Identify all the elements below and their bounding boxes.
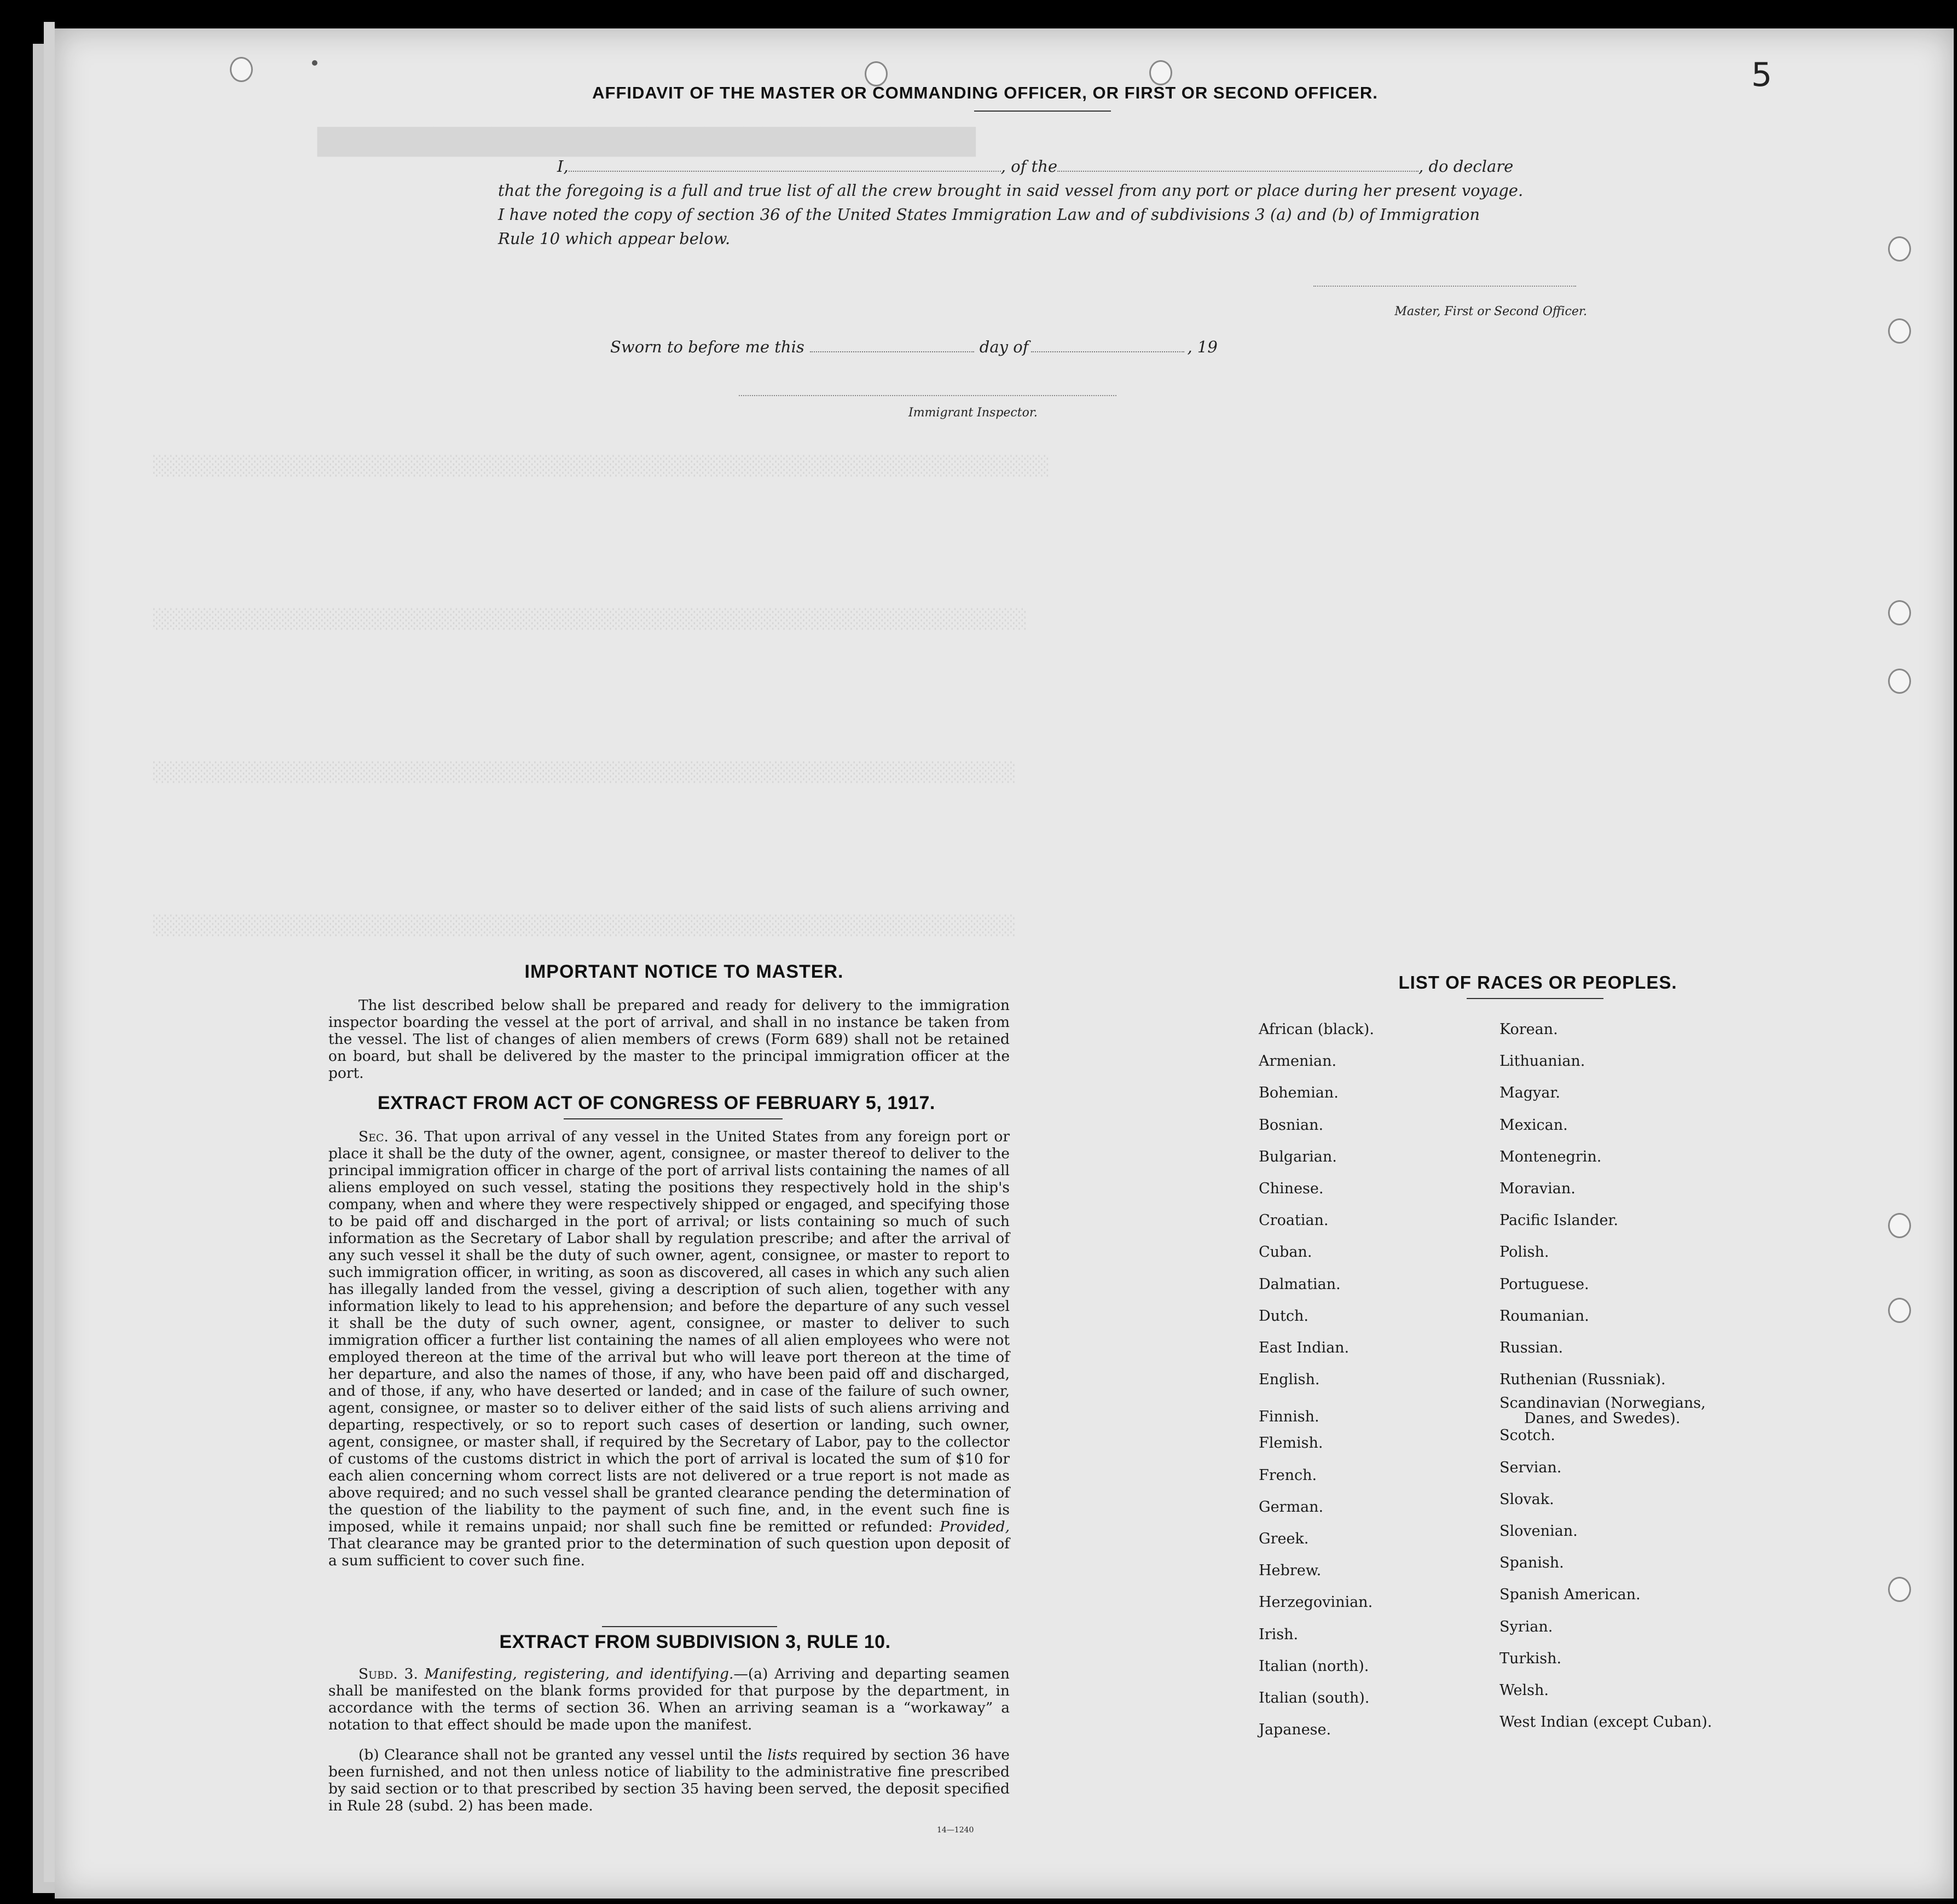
race-item bbox=[1499, 1396, 1712, 1427]
bleed-through-row: ██████████████████████████████████ bbox=[317, 127, 976, 156]
affidavit-of-the: , of the bbox=[1000, 157, 1058, 176]
ink-dot bbox=[312, 60, 317, 66]
race-item: Italian (north). bbox=[1259, 1657, 1369, 1675]
subd-part-a: —(a) Arriving and departing seamen shall be manifested on the blank forms provided for that purpose by the department, in accordance with the terms of section 36. When an arriving seaman is a “workaway” a notation to that effect should be made upon the manifest. bbox=[328, 1665, 1010, 1733]
race-item: Slovenian. bbox=[1499, 1523, 1578, 1540]
race-item: East Indian. bbox=[1259, 1339, 1350, 1356]
races-underline bbox=[1467, 998, 1603, 999]
punch-hole bbox=[1888, 1213, 1911, 1238]
race-item: Finnish. bbox=[1259, 1408, 1319, 1426]
races-title: LIST OF RACES OR PEOPLES. bbox=[1398, 972, 1677, 992]
name-blank bbox=[569, 170, 1001, 172]
race-item: Croatian. bbox=[1259, 1212, 1329, 1229]
race-item: Irish. bbox=[1259, 1626, 1299, 1643]
race-item: Greek. bbox=[1259, 1530, 1309, 1547]
race-item: Pacific Islander. bbox=[1499, 1212, 1618, 1229]
bleed-through-row: ░░░░░░░░░░░░░░░░░░░░░░░░░░░░░░░░░░░░░░░░░░░░░░░░░░░░░░░░░░░░░░░░░░░░░░░░░░░░░░░░ bbox=[153, 455, 1050, 477]
punch-hole bbox=[1888, 1298, 1911, 1323]
rule-extract-title: EXTRACT FROM SUBDIVISION 3, RULE 10. bbox=[499, 1632, 891, 1652]
part-b-start: (b) Clearance shall not be granted any vessel until the bbox=[358, 1746, 762, 1763]
race-item-continuation: Danes, and Swedes). bbox=[1524, 1410, 1681, 1427]
punch-hole bbox=[1888, 318, 1911, 344]
notice-title: IMPORTANT NOTICE TO MASTER. bbox=[524, 961, 844, 982]
subd-label: Subd. 3. bbox=[358, 1665, 418, 1682]
rule-extract-underline bbox=[602, 1626, 777, 1627]
punch-hole bbox=[1149, 60, 1172, 85]
affidavit-do-declare: , do declare bbox=[1418, 157, 1514, 176]
sworn-day-of: day of bbox=[979, 338, 1029, 356]
race-item: Flemish. bbox=[1259, 1435, 1323, 1452]
act-extract-underline bbox=[564, 1118, 783, 1119]
race-item: Portuguese. bbox=[1499, 1275, 1589, 1293]
race-item: Ruthenian (Russniak). bbox=[1499, 1371, 1666, 1389]
race-item: Montenegrin. bbox=[1499, 1148, 1602, 1165]
bleed-through-row: ░░░░░░░░░░░░░░░░░░░░░░░░░░░░░░░░░░░░░░░░░░░░░░░░░░░░░░░░░░░░░░░░░░░░░░░░░░░░░ bbox=[153, 762, 1016, 783]
provided-word: Provided, bbox=[940, 1518, 1010, 1535]
race-item: Bulgarian. bbox=[1259, 1148, 1337, 1165]
race-item: Spanish American. bbox=[1499, 1586, 1641, 1604]
inspector-caption: Immigrant Inspector. bbox=[908, 406, 1038, 420]
race-item: Russian. bbox=[1499, 1339, 1564, 1356]
race-item: Herzegovinian. bbox=[1259, 1594, 1373, 1611]
part-b-lists: lists bbox=[767, 1746, 797, 1763]
affidavit-i: I, bbox=[557, 157, 569, 176]
punch-hole bbox=[1888, 600, 1911, 625]
race-item: Cuban. bbox=[1259, 1244, 1312, 1261]
act-extract-title: EXTRACT FROM ACT OF CONGRESS OF FEBRUARY 5, 1917. bbox=[378, 1093, 935, 1113]
section-text: That upon arrival of any vessel in the United States from any foreign port or place it shall be the duty of the owner, agent, consignee, or master thereof to deliver to the principal immigration officer in charge of the port of arrival lists containing the names of all aliens employed on such vessel, stating the positions they respectively hold in the ship's company, when and where they were respectively shipped or engaged, and specifying those to be paid off and discharged in the port of arrival; or lists containing so much of such information as the Secretary of Labor shall by regulation prescribe; and after the arrival of any such vessel it shall be the duty of such owner, agent, consignee, or master to report to such immigration officer, in writing, as soon as discovered, all cases in which any such alien has illegally landed from the vessel, giving a description of such alien, together with any information likely to lead to his apprehension; and before the departure of any such vessel it shall be the duty of such owner, agent, consignee, or master to deliver to such immigration officer a further list containing the names of all alien employees who were not employed thereon at the time of the arrival but who will leave port thereon at the time of her departure, and also the names of those, if any, who have been paid off and discharged, and of those, if any, who have deserted or landed; and in case of the failure of such owner, agent, consignee, or master so to deliver either of the said lists of such aliens arriving and departing, respectively, or so to report such cases of desertion or landing, such owner, agent, consignee, or master shall, if required by the Secretary of Labor, pay to the collector of customs of the customs district in which the port of arrival is located the sum of $10 for each alien concerning whom correct lists are not delivered or a true report is not made as above required; and no such vessel shall be granted clearance pending the determination of the question of the liability to the payment of such fine, and, in the event such fine is imposed, while it remains unpaid; nor shall such fine be remitted or refunded: bbox=[328, 1128, 1010, 1535]
affidavit-line-4: Rule 10 which appear below. bbox=[498, 229, 731, 248]
subd-heading: Manifesting, registering, and identifying. bbox=[424, 1665, 734, 1682]
race-item: Roumanian. bbox=[1499, 1307, 1589, 1325]
race-item: French. bbox=[1259, 1466, 1317, 1484]
race-item: Mexican. bbox=[1499, 1116, 1568, 1134]
affidavit-line-2: that the foregoing is a full and true list of all the crew brought in said vessel from any port or place during her present voyage. bbox=[498, 181, 1524, 200]
punch-hole bbox=[230, 57, 253, 82]
section-label: Sec. 36. bbox=[358, 1128, 418, 1145]
race-item: Dalmatian. bbox=[1259, 1275, 1341, 1293]
rule-subdivision-a bbox=[328, 1665, 1010, 1733]
race-item: Dutch. bbox=[1259, 1307, 1308, 1325]
act-section-36 bbox=[328, 1128, 1010, 1569]
affidavit-declaration-line bbox=[498, 154, 1593, 178]
day-blank bbox=[810, 351, 974, 352]
race-item: African (black). bbox=[1259, 1021, 1374, 1038]
race-item: English. bbox=[1259, 1371, 1320, 1389]
signature-line bbox=[1313, 286, 1576, 287]
race-item: Servian. bbox=[1499, 1459, 1562, 1476]
race-item: Magyar. bbox=[1499, 1084, 1560, 1102]
race-item: Italian (south). bbox=[1259, 1689, 1370, 1706]
bleed-through-row: ░░░░░░░░░░░░░░░░░░░░░░░░░░░░░░░░░░░░░░░░░░░░░░░░░░░░░░░░░░░░░░░░░░░░░░░░░░░░░░ bbox=[153, 608, 1027, 630]
affidavit-line-3: I have noted the copy of section 36 of the United States Immigration Law and of subdivisions 3 (a) and (b) of Immigration bbox=[498, 205, 1480, 224]
race-item-line: Scandinavian (Norwegians, bbox=[1499, 1395, 1706, 1412]
race-item: Polish. bbox=[1499, 1244, 1549, 1261]
rule-subdivision-b bbox=[328, 1746, 1010, 1814]
race-item: Scotch. bbox=[1499, 1427, 1555, 1444]
notice-text: The list described below shall be prepared and ready for delivery to the immigration inspector boarding the vessel at the port of arrival, and shall in no instance be taken from the vessel. The list of changes of alien members of crews (Form 689) shall not be retained on board, but shall be delivered by the master to the principal immigration officer at the port. bbox=[328, 997, 1010, 1082]
race-item: Slovak. bbox=[1499, 1490, 1554, 1508]
form-number: 14—1240 bbox=[937, 1826, 974, 1835]
punch-hole bbox=[1888, 1577, 1911, 1602]
document-page bbox=[55, 28, 1954, 1899]
sworn-year: , 19 bbox=[1187, 338, 1218, 356]
race-item: West Indian (except Cuban). bbox=[1499, 1714, 1712, 1731]
sworn-line bbox=[610, 338, 1218, 356]
race-item: Chinese. bbox=[1259, 1180, 1324, 1197]
punch-hole bbox=[1888, 236, 1911, 262]
race-item: Bohemian. bbox=[1259, 1084, 1339, 1102]
race-item: Lithuanian. bbox=[1499, 1053, 1585, 1070]
affidavit-underline bbox=[974, 111, 1111, 112]
races-column-1 bbox=[1259, 1021, 1374, 1754]
signature-caption: Master, First or Second Officer. bbox=[1394, 305, 1587, 318]
race-item: Moravian. bbox=[1499, 1180, 1576, 1197]
inspector-signature-line bbox=[739, 395, 1116, 396]
page-number: 5 bbox=[1751, 56, 1773, 94]
part-b-end: required by section 36 have been furnished, and not then unless notice of liability to the administrative fine prescribed by said section or to that prescribed by section 35 having been served, the deposit specified in Rule 28 (subd. 2) has been made. bbox=[328, 1746, 1010, 1814]
race-item: Hebrew. bbox=[1259, 1562, 1322, 1580]
race-item: Bosnian. bbox=[1259, 1116, 1324, 1134]
month-blank bbox=[1031, 351, 1184, 352]
race-item: Welsh. bbox=[1499, 1681, 1549, 1699]
race-item: Turkish. bbox=[1499, 1650, 1562, 1667]
race-item: German. bbox=[1259, 1498, 1324, 1516]
section-text-end: That clearance may be granted prior to the determination of such question upon deposit of a sum sufficient to cover such fine. bbox=[328, 1535, 1010, 1569]
punch-hole bbox=[1888, 669, 1911, 694]
race-item: Korean. bbox=[1499, 1021, 1558, 1038]
page-edge-shadow-inner bbox=[44, 22, 55, 1882]
sworn-text: Sworn to before me this bbox=[610, 338, 804, 356]
vessel-blank bbox=[1057, 170, 1418, 172]
race-item: Armenian. bbox=[1259, 1053, 1337, 1070]
races-column-2 bbox=[1499, 1021, 1712, 1746]
race-item: Spanish. bbox=[1499, 1554, 1564, 1572]
affidavit-title: AFFIDAVIT OF THE MASTER OR COMMANDING OFFICER, OR FIRST OR SECOND OFFICER. bbox=[592, 83, 1378, 102]
affidavit-body bbox=[498, 154, 1593, 251]
race-item: Japanese. bbox=[1259, 1721, 1331, 1739]
bleed-through-row: ░░░░░░░░░░░░░░░░░░░░░░░░░░░░░░░░░░░░░░░░░░░░░░░░░░░░░░░░░░░░░░░░░░░░░░░░░░░░░ bbox=[153, 915, 1016, 937]
race-item: Syrian. bbox=[1499, 1618, 1553, 1635]
